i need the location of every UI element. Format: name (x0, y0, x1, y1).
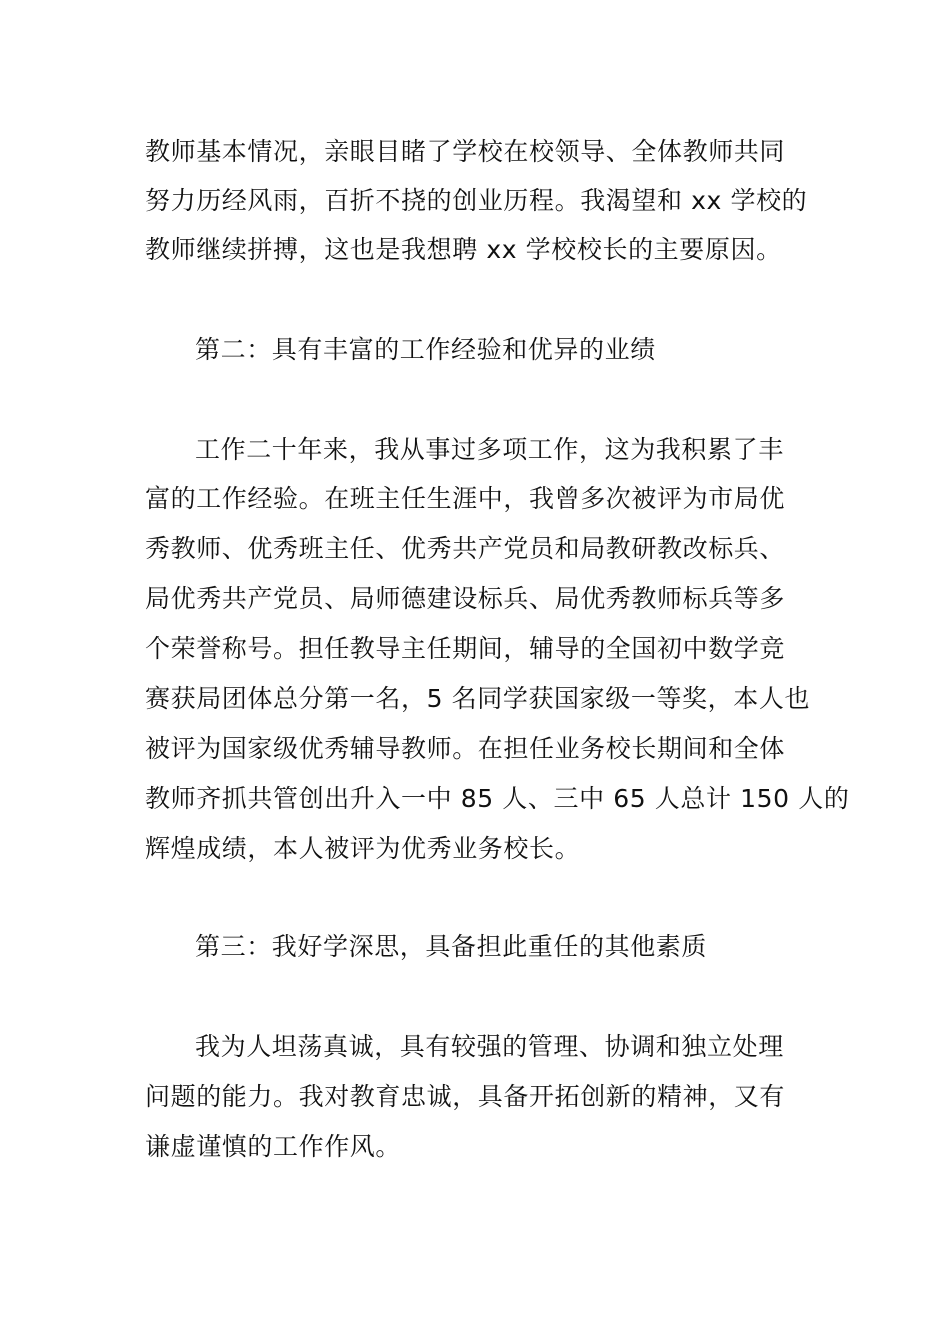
text-line: 问题的能力。我对教育忠诚，具备开拓创新的精神，又有 (145, 1082, 786, 1111)
text-line: 被评为国家级优秀辅导教师。在担任业务校长期间和全体 (145, 734, 786, 763)
text-line: 教师齐抓共管创出升入一中 85 人、三中 65 人总计 150 人的 (145, 784, 850, 813)
text-line: 局优秀共产党员、局师德建设标兵、局优秀教师标兵等多 (145, 584, 786, 613)
text-line: 努力历经风雨，百折不挠的创业历程。我渴望和 xx 学校的 (145, 186, 808, 215)
text-line: 个荣誉称号。担任教导主任期间，辅导的全国初中数学竞 (145, 634, 786, 663)
text-line: 工作二十年来，我从事过多项工作，这为我积累了丰 (195, 435, 784, 464)
text-line: 教师基本情况，亲眼目睹了学校在校领导、全体教师共同 (145, 137, 786, 166)
section-heading-3: 第三：我好学深思，具备担此重任的其他素质 (195, 932, 708, 961)
text-line: 秀教师、优秀班主任、优秀共产党员和局教研教改标兵、 (145, 534, 786, 563)
text-line: 富的工作经验。在班主任生涯中，我曾多次被评为市局优 (145, 484, 786, 513)
text-line: 赛获局团体总分第一名，5 名同学获国家级一等奖，本人也 (145, 684, 811, 713)
text-line: 辉煌成绩，本人被评为优秀业务校长。 (145, 834, 581, 863)
text-line: 我为人坦荡真诚，具有较强的管理、协调和独立处理 (195, 1032, 784, 1061)
section-heading-2: 第二：具有丰富的工作经验和优异的业绩 (195, 335, 656, 364)
text-line: 谦虚谨慎的工作作风。 (145, 1132, 402, 1161)
text-line: 教师继续拼搏，这也是我想聘 xx 学校校长的主要原因。 (145, 235, 782, 264)
